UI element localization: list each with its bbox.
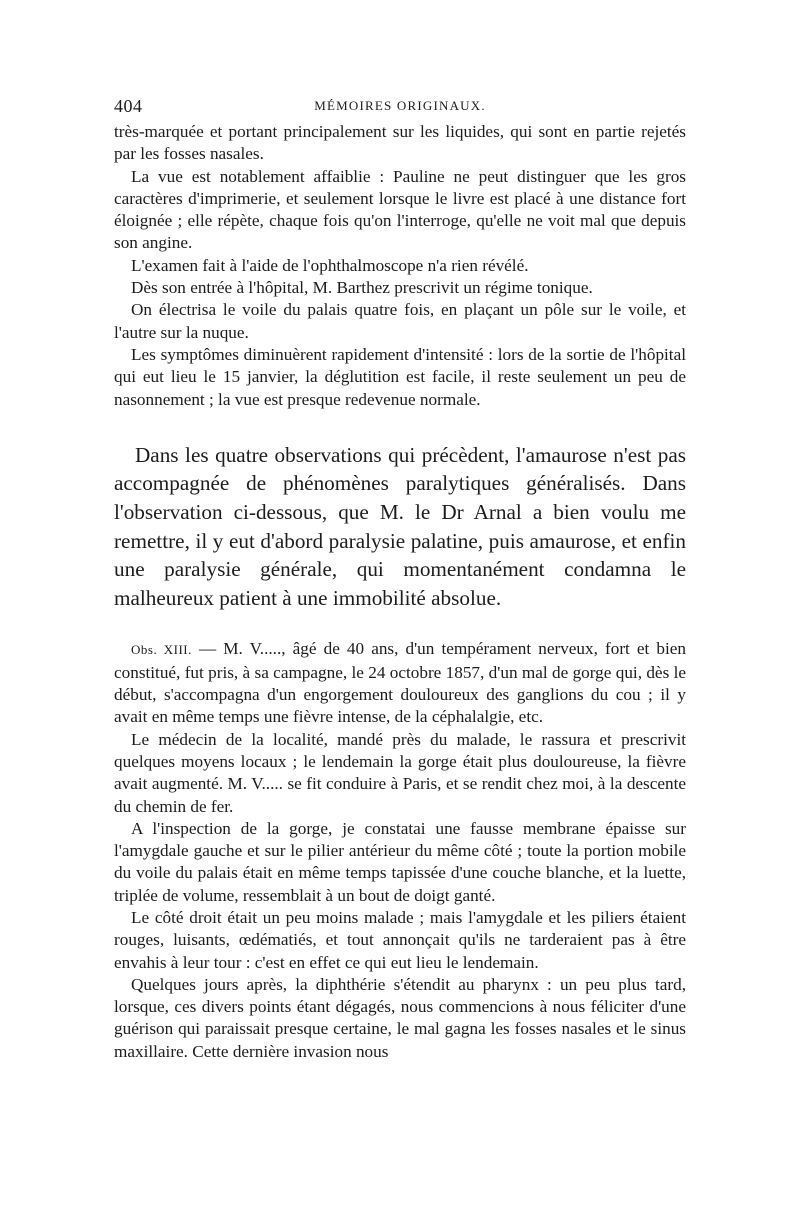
observation-text: — M. V....., âgé de 40 ans, d'un tempérament nerveux, fort et bien constitué, fut pris, à sa campagne, le 24 octobre 1857, d'un mal de gorge qui, dès le début, s'accompagna d'un engorgement douloureux des ganglions du cou ; il y avait en même temps une fièvre intense, de la céphalalgie, etc.	[114, 639, 686, 727]
observation-paragraph	[114, 638, 686, 728]
paragraph: Dès son entrée à l'hôpital, M. Barthez prescrivit un régime tonique.	[131, 278, 593, 298]
running-head	[114, 92, 686, 120]
paragraph: La vue est notablement affaiblie : Pauline ne peut distinguer que les gros caractères d'imprimerie, et seulement lorsque le livre est placé à une distance fort éloignée ; elle répète, chaque fois qu'on l'interroge, qu'elle ne voit mal que depuis son angine.	[114, 166, 686, 253]
paragraph: très-marquée et portant principalement sur les liquides, qui sont en partie rejetés par les fosses nasales.	[114, 122, 686, 164]
paragraph: Le médecin de la localité, mandé près du malade, le rassura et prescrivit quelques moyens locaux ; le lendemain la gorge était plus douloureuse, la fièvre avait augmenté. M. V..... se fit conduire à Paris, et se rendit chez moi, à la descente du chemin de fer.	[114, 729, 686, 816]
running-title: MÉMOIRES ORIGINAUX.	[314, 98, 486, 113]
page-number: 404	[114, 96, 143, 116]
paragraph: L'examen fait à l'aide de l'ophthalmoscope n'a rien révélé.	[131, 255, 529, 275]
text-block-top	[114, 121, 686, 411]
paragraph: On électrisa le voile du palais quatre fois, en plaçant un pôle sur le voile, et l'autre sur la nuque.	[114, 300, 686, 342]
observation-label: Obs. XIII.	[131, 642, 192, 658]
text-block-large	[114, 441, 686, 613]
paragraph: Quelques jours après, la diphthérie s'étendit au pharynx : un peu plus tard, lorsque, ces divers points étant dégagés, nous commencions à nous féliciter d'une guérison qui paraissait presque certaine, le mal gagna les fosses nasales et le sinus maxillaire. Cette dernière invasion nous	[114, 974, 686, 1061]
book-page	[114, 92, 686, 1063]
large-paragraph: Dans les quatre observations qui précèdent, l'amaurose n'est pas accompagnée de phénomènes paralytiques généralisés. Dans l'observation ci-dessous, que M. le Dr Arnal a bien voulu me remettre, il y eut d'abord paralysie palatine, puis amaurose, et enfin une paralysie générale, qui momentanément condamna le malheureux patient à une immobilité absolue.	[114, 442, 686, 610]
text-block-observation	[114, 638, 686, 1063]
paragraph: Les symptômes diminuèrent rapidement d'intensité : lors de la sortie de l'hôpital qui eut lieu le 15 janvier, la déglutition est facile, il reste seulement un peu de nasonnement ; la vue est presque redevenue normale.	[114, 344, 686, 409]
paragraph: Le côté droit était un peu moins malade ; mais l'amygdale et les piliers étaient rouges, luisants, œdématiés, et tout annonçait qu'ils ne tarderaient pas à être envahis à leur tour : c'est en effet ce qui eut lieu le lendemain.	[114, 907, 686, 972]
paragraph: A l'inspection de la gorge, je constatai une fausse membrane épaisse sur l'amygdale gauche et sur le pilier antérieur du même côté ; toute la portion mobile du voile du palais était en même temps tapissée d'une couche blanche, et la luette, triplée de volume, ressemblait à un bout de doigt ganté.	[114, 818, 686, 905]
